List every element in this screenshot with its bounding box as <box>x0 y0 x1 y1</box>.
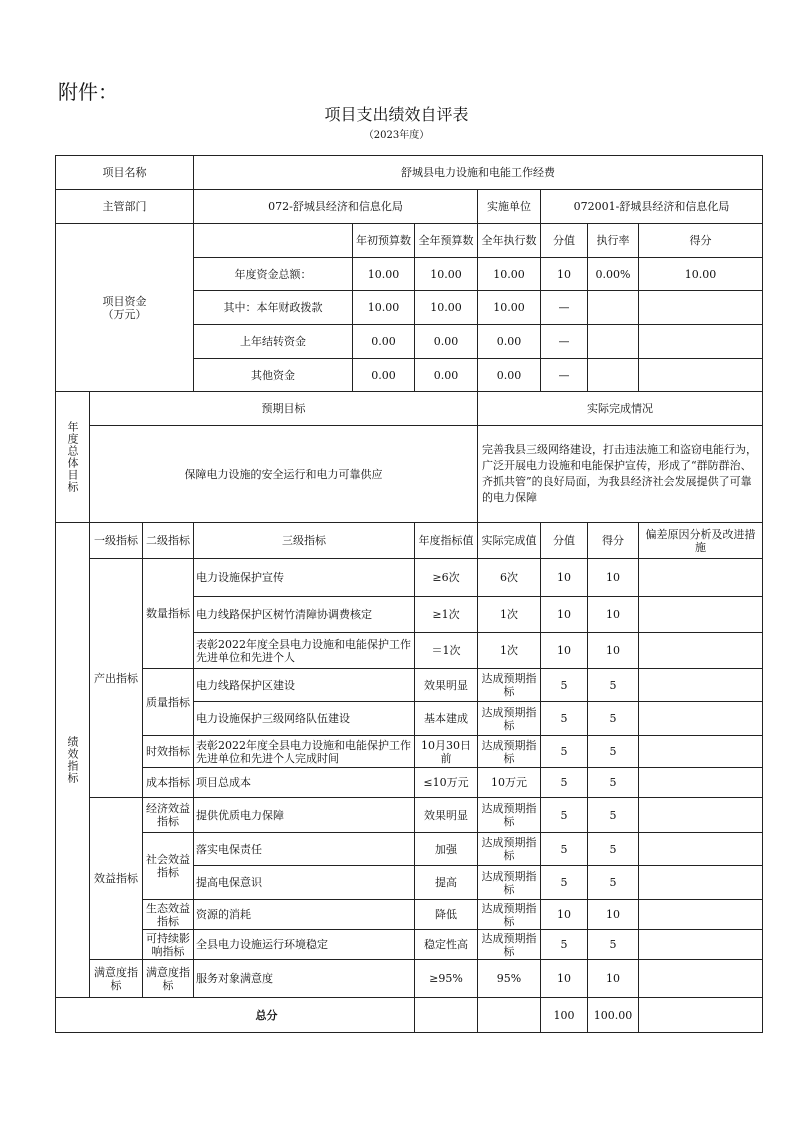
indicator-target: ≤10万元 <box>423 776 469 789</box>
indicator-score: 5 <box>609 938 617 951</box>
indicator-name: 电力线路保护区建设 <box>196 678 295 692</box>
level2-timeliness: 时效指标 <box>146 745 190 758</box>
indicator-score: 10 <box>606 608 620 621</box>
funds-header: 分值 <box>553 234 575 247</box>
indicator-score: 5 <box>609 712 617 725</box>
indicator-score-value: 10 <box>557 608 571 621</box>
indicator-score: 5 <box>609 776 617 789</box>
impl-value: 072001-舒城县经济和信息化局 <box>573 200 730 213</box>
funds-cell: 10.00 <box>493 267 525 281</box>
indicator-name: 电力线路保护区树竹清障协调费核定 <box>196 608 372 621</box>
indicator-score: 5 <box>609 842 617 856</box>
funds-cell: 10.00 <box>493 301 525 314</box>
indicator-actual: 达成预期指标 <box>481 869 537 896</box>
indicator-actual: 1次 <box>500 608 518 621</box>
level2-quality: 质量指标 <box>146 695 190 709</box>
indicator-score-value: 5 <box>560 712 568 725</box>
indicator-score-value: 5 <box>560 876 568 889</box>
indicator-target: ≥6次 <box>432 571 460 584</box>
indicator-score-value: 5 <box>560 808 568 822</box>
indicator-score-value: 5 <box>560 842 568 856</box>
level1-benefit: 效益指标 <box>94 872 138 885</box>
report-year: （2023年度） <box>363 130 430 141</box>
dept-label: 主管部门 <box>102 200 147 213</box>
actual-goal: 完善我县三级网络建设，打击违法施工和盗窃电能行为，广泛开展电力设施和电能保护宣传，形成了“群防群治、齐抓共管”的良好局面，为我县经济社会发展提供了可靠的电力保障 <box>482 443 757 504</box>
attachment-label: 附件： <box>58 80 118 104</box>
indicator-actual: 达成预期指标 <box>481 738 537 765</box>
indicator-actual: 达成预期指标 <box>481 672 537 698</box>
indicator-score-value: 5 <box>560 938 568 951</box>
funds-cell: 10.00 <box>367 301 400 314</box>
indicator-name: 资源的消耗 <box>196 908 251 921</box>
indicator-name: 电力设施保护三级网络队伍建设 <box>196 712 350 725</box>
indicator-score-value: 10 <box>557 908 571 921</box>
page-title: 项目支出绩效自评表 <box>324 105 469 124</box>
indicator-target: 提高 <box>435 876 457 889</box>
indicator-target: 降低 <box>435 908 457 921</box>
indicator-name: 落实电保责任 <box>196 842 262 856</box>
indicator-actual: 1次 <box>500 644 518 657</box>
level2-social: 社会效益指标 <box>146 853 190 879</box>
indicator-actual: 达成预期指标 <box>481 705 537 732</box>
indicator-target: 效果明显 <box>424 808 468 822</box>
indicator-target: 10月30日前 <box>421 738 471 765</box>
indicator-actual: 达成预期指标 <box>481 802 537 828</box>
perf-header: 三级指标 <box>282 534 326 547</box>
total-label: 总分 <box>255 1008 278 1022</box>
indicator-score: 5 <box>609 876 617 889</box>
perf-header: 年度指标值 <box>418 534 474 547</box>
indicator-name: 服务对象满意度 <box>196 972 273 985</box>
perf-header: 实际完成值 <box>481 534 537 547</box>
indicator-name: 项目总成本 <box>196 776 251 789</box>
indicator-target: 效果明显 <box>424 678 468 692</box>
indicator-target: 基本建成 <box>424 712 468 725</box>
dept-value: 072-舒城县经济和信息化局 <box>268 200 403 213</box>
indicator-name: 提高电保意识 <box>196 876 262 889</box>
indicator-score-value: 10 <box>557 644 571 657</box>
project-name: 舒城县电力设施和电能工作经费 <box>401 166 555 179</box>
perf-header: 偏差原因分析及改进措施 <box>645 527 756 554</box>
total-score: 100.00 <box>593 1008 633 1022</box>
level2-economic: 经济效益指标 <box>146 802 190 828</box>
indicator-actual: 95% <box>496 972 522 985</box>
actual-goal-header: 实际完成情况 <box>587 402 653 415</box>
funds-header: 得分 <box>689 234 712 247</box>
indicator-score: 10 <box>606 908 620 921</box>
perf-header: 分值 <box>553 534 575 547</box>
funds-cell: 10 <box>557 267 571 281</box>
funds-row-label: 年度资金总额： <box>234 267 312 281</box>
funds-cell: — <box>558 335 570 348</box>
indicator-score: 5 <box>609 808 617 822</box>
funds-cell: 10.00 <box>430 301 462 314</box>
level2-cost: 成本指标 <box>146 776 190 789</box>
funds-cell: 10.00 <box>684 267 717 281</box>
funds-cell: 10.00 <box>367 267 400 281</box>
funds-header: 全年执行数 <box>481 234 537 247</box>
indicator-score: 10 <box>606 644 620 657</box>
funds-cell: 0.00 <box>496 368 522 382</box>
funds-cell: 0.00 <box>496 335 522 348</box>
indicator-score-value: 10 <box>557 571 571 584</box>
indicator-score-value: 5 <box>560 745 568 758</box>
perf-header: 二级指标 <box>146 534 190 547</box>
indicator-name: 表彰2022年度全县电力设施和电能保护工作先进单位和先进个人 <box>196 637 411 664</box>
funds-cell: 10.00 <box>430 267 462 281</box>
perf-header: 得分 <box>602 534 624 547</box>
funds-header: 全年预算数 <box>418 234 474 247</box>
impl-label: 实施单位 <box>487 200 531 213</box>
indicator-target: 加强 <box>435 842 457 856</box>
level1-output: 产出指标 <box>94 671 138 685</box>
indicator-target: ＝1次 <box>431 644 461 657</box>
funds-header: 年初预算数 <box>356 234 411 247</box>
indicator-score: 10 <box>606 972 620 985</box>
indicator-actual: 6次 <box>500 571 518 584</box>
indicator-score: 5 <box>609 745 617 758</box>
level2-ecological: 生态效益指标 <box>146 901 190 928</box>
indicator-actual: 10万元 <box>491 776 527 789</box>
level2-quantity: 数量指标 <box>146 607 190 620</box>
indicator-actual: 达成预期指标 <box>481 836 537 862</box>
level1-satisfaction: 满意度指标 <box>94 965 138 992</box>
indicator-name: 电力设施保护宣传 <box>196 571 284 584</box>
indicator-score-value: 10 <box>557 972 571 985</box>
indicator-name: 提供优质电力保障 <box>196 808 284 822</box>
funds-row-label: 其他资金 <box>251 368 295 382</box>
funds-cell: — <box>558 301 570 314</box>
level2-sustainable: 可持续影响指标 <box>146 931 190 958</box>
indicator-target: ≥1次 <box>432 608 460 621</box>
funds-cell: 0.00 <box>433 335 459 348</box>
indicator-target: ≥95% <box>429 972 463 985</box>
funds-header: 执行率 <box>596 234 630 247</box>
expected-goal: 保障电力设施的安全运行和电力可靠供应 <box>184 467 383 481</box>
perf-label: 绩效指标 <box>66 736 79 784</box>
funds-cell: 0.00% <box>595 267 631 281</box>
funds-cell: 0.00 <box>433 368 459 382</box>
expected-goal-header: 预期目标 <box>261 402 306 415</box>
funds-row-label: 上年结转资金 <box>240 335 306 348</box>
funds-cell: 0.00 <box>371 335 396 348</box>
funds-row-label: 其中：本年财政拨款 <box>223 301 323 314</box>
funds-label: 项目资金 （万元） <box>102 294 147 321</box>
goals-label: 年度总体目标 <box>66 421 79 493</box>
project-name-label: 项目名称 <box>102 166 147 179</box>
indicator-score-value: 5 <box>560 678 568 692</box>
funds-cell: 0.00 <box>371 368 396 382</box>
indicator-target: 稳定性高 <box>424 938 468 951</box>
indicator-actual: 达成预期指标 <box>481 901 537 928</box>
indicator-score: 10 <box>606 571 620 584</box>
funds-cell: — <box>558 368 570 382</box>
indicator-score-value: 5 <box>560 776 568 789</box>
level2-satisfaction: 满意度指标 <box>146 965 190 992</box>
perf-header: 一级指标 <box>94 534 138 547</box>
total-score-value: 100 <box>553 1008 575 1022</box>
indicator-name: 表彰2022年度全县电力设施和电能保护工作先进单位和先进个人完成时间 <box>196 738 411 765</box>
indicator-score: 5 <box>609 678 617 692</box>
indicator-actual: 达成预期指标 <box>481 931 537 958</box>
indicator-name: 全县电力设施运行环境稳定 <box>196 938 328 951</box>
